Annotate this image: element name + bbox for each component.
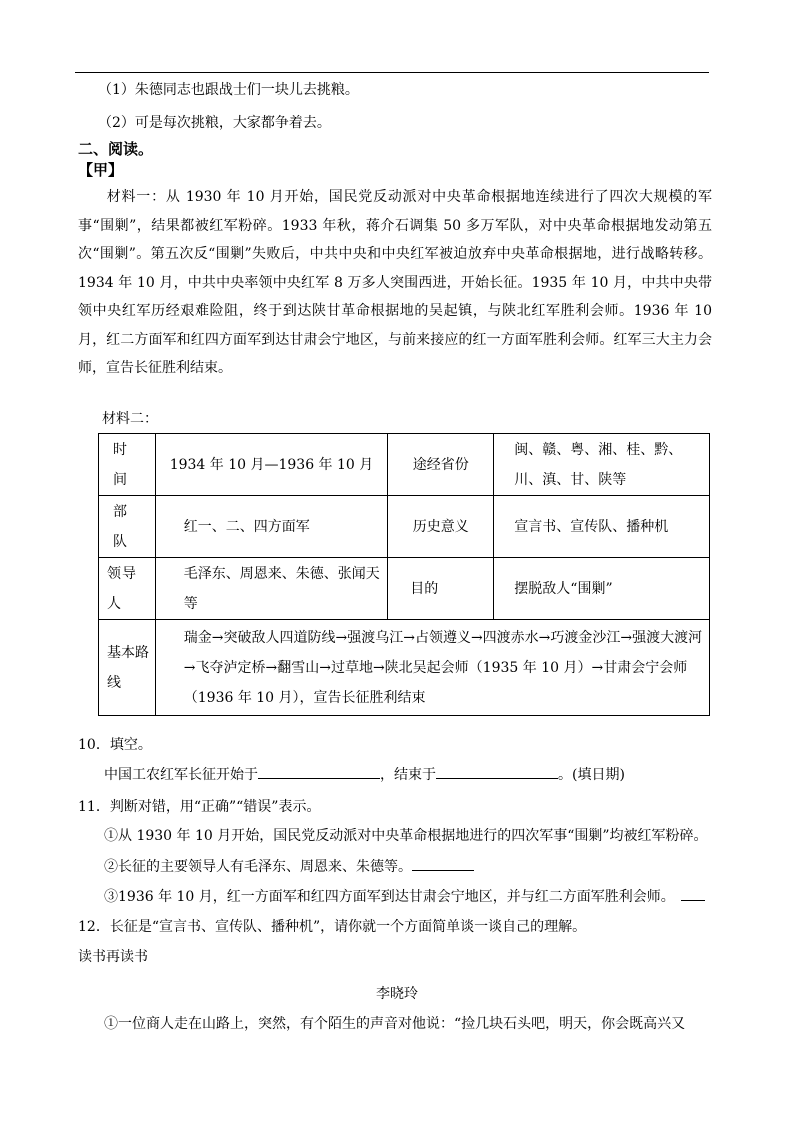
table-row [99,434,710,496]
table-key-cell: 历史意义 [388,496,494,558]
table-value-cell: 宣言书、宣传队、播种机 [494,496,710,558]
part-label: 【甲】 [78,161,124,179]
q10-text-2: ，结束于 [380,767,436,783]
table-value-cell: 1934 年 10 月—1936 年 10 月 [155,434,387,496]
q10-start-blank[interactable] [258,764,380,779]
long-march-table [98,433,710,716]
table-row [99,496,710,558]
q10-line [104,764,625,785]
q11-item-2: ②长征的主要领导人有毛泽东、周恩来、朱德等。 [104,859,412,875]
q10-title: 10．填空。 [78,737,152,753]
q11-item-3-blank[interactable] [681,886,705,901]
q11-item-2-blank[interactable] [412,856,474,871]
q10-end-blank[interactable] [436,764,558,779]
q11-item-2-line [104,856,474,877]
material-one-paragraph [78,183,712,383]
table-route-cell: 瑞金→突破敌人四道防线→强渡乌江→占领遵义→四渡赤水→巧渡金沙江→强渡大渡河→飞夺泸定桥→翻雪山→过草地→陕北吴起会师（1935 年 10 月）→甘肃会宁会师（1936 年 10 月），宣告长征胜利结束 [155,620,709,716]
table-header-cell: 时间 [99,434,156,496]
q10-text-3: 。(填日期) [558,767,625,783]
section-title: 二、阅读。 [78,140,154,158]
q11-item-3: ③1936 年 10 月，红一方面军和红四方面军到达甘肃会宁地区，并与红二方面军胜利会师。 [104,889,675,905]
q11-item-1: ①从 1930 年 10 月开始，国民党反动派对中央革命根据地进行的四次军事“围剿”均被红军粉碎。 [104,828,708,844]
essay-author: 李晓玲 [376,986,418,1002]
table-value-cell: 红一、二、四方面军 [155,496,387,558]
q11-item-3-line [104,886,705,907]
table-key-cell: 目的 [388,558,494,620]
material-two-label: 材料二： [102,411,158,427]
table-value-cell: 毛泽东、周恩来、朱德、张闻天等 [155,558,387,620]
essay-title: 读书再读书 [78,949,148,965]
header-rule [75,72,709,73]
q12-prompt: 12．长征是“宣言书、宣传队、播种机”，请你就一个方面简单谈一谈自己的理解。 [78,919,587,935]
table-value-cell: 闽、赣、粤、湘、桂、黔、川、滇、甘、陕等 [494,434,710,496]
table-header-cell: 基本路线 [99,620,156,716]
table-header-cell: 领导人 [99,558,156,620]
q11-title: 11．判断对错，用“正确”“错误”表示。 [78,799,321,815]
material-one-text: 材料一：从 1930 年 10 月开始，国民党反动派对中央革命根据地连续进行了四次大规模的军事“围剿”，结果都被红军粉碎。1933 年秋，蒋介石调集 50 多万军队，对中央革命根据地发动第五次“围剿”。第五次反“围剿”失败后，中共中央和中央红军被迫放弃中央革命根据地，进行战略转移。1934 年 10 月，中共中央率领中央红军 8 万多人突围西进，开始长征。1935 年 10 月，中共中央带领中央红军历经艰难险阻，终于到达陕甘革命根据地的吴起镇，与陕北红军胜利会师。1936 年 10 月，红二方面军和红四方面军到达甘肃会宁地区，与前来接应的红一方面军胜利会师。红军三大主力会师，宣告长征胜利结束。 [78,189,712,376]
table-key-cell: 途经省份 [388,434,494,496]
q10-text-1: 中国工农红军长征开始于 [104,767,258,783]
table-value-cell: 摆脱敌人“围剿” [494,558,710,620]
table-row [99,620,710,716]
answer-line-1: （1）朱德同志也跟战士们一块儿去挑粮。 [98,82,359,98]
table-header-cell: 部队 [99,496,156,558]
answer-line-2: （2）可是每次挑粮，大家都争着去。 [98,115,331,131]
essay-paragraph-1: ①一位商人走在山路上，突然，有个陌生的声音对他说：“捡几块石头吧，明天，你会既高兴又 [104,1016,686,1032]
table-row [99,558,710,620]
